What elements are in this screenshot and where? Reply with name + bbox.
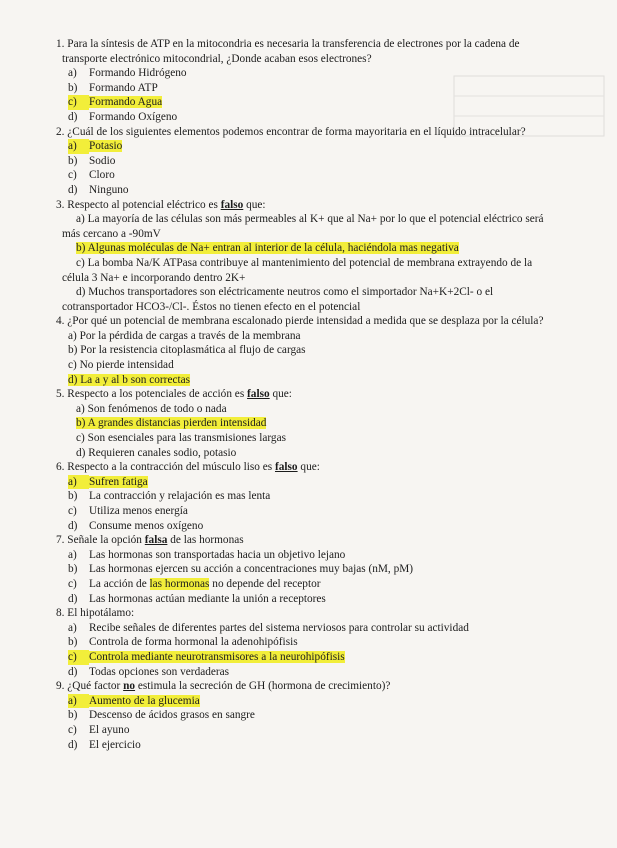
- option-4d: d) La a y al b son correctas: [68, 373, 191, 386]
- question-4: 4. ¿Por qué un potencial de membrana escalonado pierde intensidad a medida que se desplaza por la célula?: [56, 315, 544, 328]
- option-2a: a) Potasio: [68, 140, 123, 153]
- option-6b: b) La contracción y relajación es mas lenta: [68, 490, 271, 503]
- option-9a: a) Aumento de la glucemia: [68, 694, 200, 707]
- question-1-line-2: transporte electrónico mitocondrial, ¿Donde acaban esos electrones?: [62, 52, 372, 65]
- option-2d: d) Ninguno: [68, 183, 129, 196]
- option-1c: c) Formando Agua: [68, 96, 163, 109]
- option-9c: c) El ayuno: [68, 723, 130, 736]
- option-3a-line-1: a) La mayoría de las células son más permeables al K+ que al Na+ por lo que el potencial eléctrico será: [76, 213, 544, 226]
- option-2c: c) Cloro: [68, 169, 115, 182]
- option-3c-line-1: c) La bomba Na/K ATPasa contribuye al mantenimiento del potencial de membrana extrayendo de la: [76, 256, 533, 269]
- question-1-line-1: 1. Para la síntesis de ATP en la mitocondria es necesaria la transferencia de electrones por la cadena de: [56, 38, 520, 50]
- option-3c-line-2: célula 3 Na+ e incorporando dentro 2K+: [62, 271, 246, 284]
- exam-body: [0, 37, 617, 752]
- question-6: 6. Respecto a la contracción del músculo liso es falso que:: [56, 461, 320, 474]
- option-8b: b) Controla de forma hormonal la adenohipófisis: [68, 636, 298, 649]
- option-4b: b) Por la resistencia citoplasmática al flujo de cargas: [68, 344, 306, 357]
- question-2: 2. ¿Cuál de los siguientes elementos podemos encontrar de forma mayoritaria en el líquido intracelular?: [56, 125, 526, 138]
- option-5d: d) Requieren canales sodio, potasio: [76, 446, 237, 459]
- option-8c: c) Controla mediante neurotransmisores a la neurohipófisis: [68, 650, 345, 663]
- question-3: 3. Respecto al potencial eléctrico es falso que:: [56, 198, 266, 211]
- option-3d-line-1: d) Muchos transportadores son eléctricamente neutros como el simportador Na+K+2Cl- o el: [76, 286, 494, 299]
- question-5: 5. Respecto a los potenciales de acción es falso que:: [56, 388, 292, 401]
- option-4a: a) Por la pérdida de cargas a través de la membrana: [68, 329, 301, 342]
- option-1d: d) Formando Oxígeno: [68, 110, 178, 123]
- option-8d: d) Todas opciones son verdaderas: [68, 665, 230, 678]
- option-6d: d) Consume menos oxígeno: [68, 519, 204, 532]
- option-5a: a) Son fenómenos de todo o nada: [76, 402, 227, 415]
- question-9: 9. ¿Qué factor no estimula la secreción de GH (hormona de crecimiento)?: [56, 680, 391, 693]
- option-5b: b) A grandes distancias pierden intensidad: [76, 417, 267, 430]
- option-7d: d) Las hormonas actúan mediante la unión a receptores: [68, 592, 326, 605]
- option-1b: b) Formando ATP: [68, 81, 158, 94]
- option-7c: c) La acción de las hormonas no depende del receptor: [68, 577, 321, 590]
- option-3d-line-2: cotransportador HCO3-/Cl-. Éstos no tienen efecto en el potencial: [62, 300, 361, 313]
- option-5c: c) Son esenciales para las transmisiones largas: [76, 432, 286, 445]
- option-7a: a) Las hormonas son transportadas hacia un objetivo lejano: [68, 548, 346, 561]
- question-7: 7. Señale la opción falsa de las hormonas: [56, 534, 244, 547]
- option-4c: c) No pierde intensidad: [68, 359, 174, 372]
- option-9d: d) El ejercicio: [68, 738, 141, 751]
- option-6a: a) Sufren fatiga: [68, 475, 148, 488]
- option-7b: b) Las hormonas ejercen su acción a concentraciones muy bajas (nM, pM): [68, 563, 414, 576]
- option-3b: b) Algunas moléculas de Na+ entran al interior de la célula, haciéndola mas negativa: [76, 242, 459, 255]
- question-8: 8. El hipotálamo:: [56, 607, 135, 620]
- option-3a-line-2: más cercano a -90mV: [62, 227, 161, 240]
- option-8a: a) Recibe señales de diferentes partes del sistema nerviosos para controlar su actividad: [68, 621, 469, 634]
- option-9b: b) Descenso de ácidos grasos en sangre: [68, 709, 255, 722]
- option-1a: a) Formando Hidrógeno: [68, 67, 187, 80]
- option-2b: b) Sodio: [68, 154, 116, 167]
- option-6c: c) Utiliza menos energía: [68, 505, 188, 517]
